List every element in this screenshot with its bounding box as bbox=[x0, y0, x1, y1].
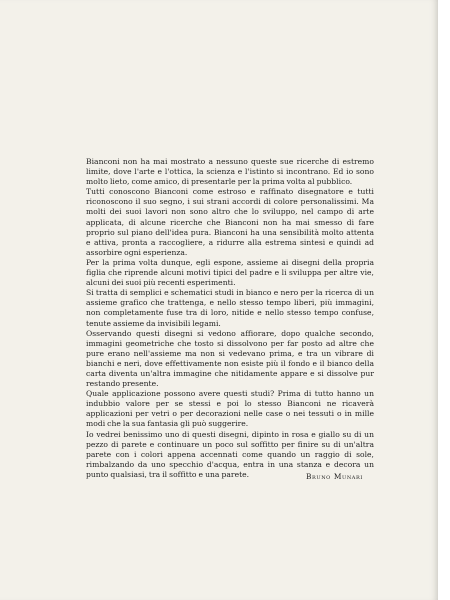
paragraph-3: Per la prima volta dunque, egli espone, assieme ai disegni della propria figlia che riprende alcuni motivi tipici del padre e li sviluppa per altre vie, alcuni dei suoi più recenti esperimenti. bbox=[86, 257, 374, 288]
paragraph-4: Si tratta di semplici e schematici studi in bianco e nero per la ricerca di un assieme grafico che trattenga, e nello stesso tempo liberi, più immagini, non completamente fuse tra di loro, nitide e nello stesso tempo confuse, tenute assieme da invisibili legami. bbox=[86, 288, 374, 328]
paragraph-6: Quale applicazione possono avere questi studi? Prima di tutto hanno un indubbio valore per se stessi e poi lo stesso Bianconi ne ricaverà applicazioni per vetri o per decorazioni nelle case o nei tessuti o in mille modi che la sua fantasia gli può suggerire. bbox=[86, 389, 374, 429]
paragraph-1: Bianconi non ha mai mostrato a nessuno queste sue ricerche di estremo limite, dove l'arte e l'ottica, la scienza e l'istinto si incontrano. Ed io sono molto lieto, come amico, di presentarle per la prima volta al pubblico. bbox=[86, 157, 374, 187]
page-edge-margin bbox=[438, 0, 450, 600]
body-text bbox=[86, 157, 374, 480]
paragraph-2: Tutti conoscono Bianconi come estroso e raffinato disegnatore e tutti riconoscono il suo segno, i sui strani accordi di colore personalissimi. Ma molti dei suoi lavori non sono altro che lo sviluppo, nel campo di arte applicata, di alcune ricerche che Bianconi non ha mai smesso di fare proprio sul piano dell'idea pura. Bianconi ha una sensibilità molto attenta e attiva, pronta a raccogliere, a ridurre alla estrema sintesi e quindi ad assorbire ogni esperienza. bbox=[86, 187, 374, 257]
paragraph-7: Io vedrei benissimo uno di questi disegni, dipinto in rosa e giallo su di un pezzo di parete e continuare un poco sul soffitto per finire su di un'altra parete con i colori appena accennati come quando un raggio di sole, rimbalzando da uno specchio d'acqua, entra in una stanza e decora un punto qualsiasi, tra il soffitto e una parete. bbox=[86, 429, 374, 479]
author-signature: Bruno Munari bbox=[306, 472, 363, 481]
paragraph-5: Osservando questi disegni si vedono affiorare, dopo qualche secondo, immagini geometriche che tosto si dissolvono per far posto ad altre che pure erano nell'assieme ma non si vedevano prima, e tra un vibrare di bianchi e neri, dove effettivamente non esiste più il fondo e il bianco della carta diventa un'altra immagine che nitidamente appare e si dissolve pur restando presente. bbox=[86, 328, 374, 389]
